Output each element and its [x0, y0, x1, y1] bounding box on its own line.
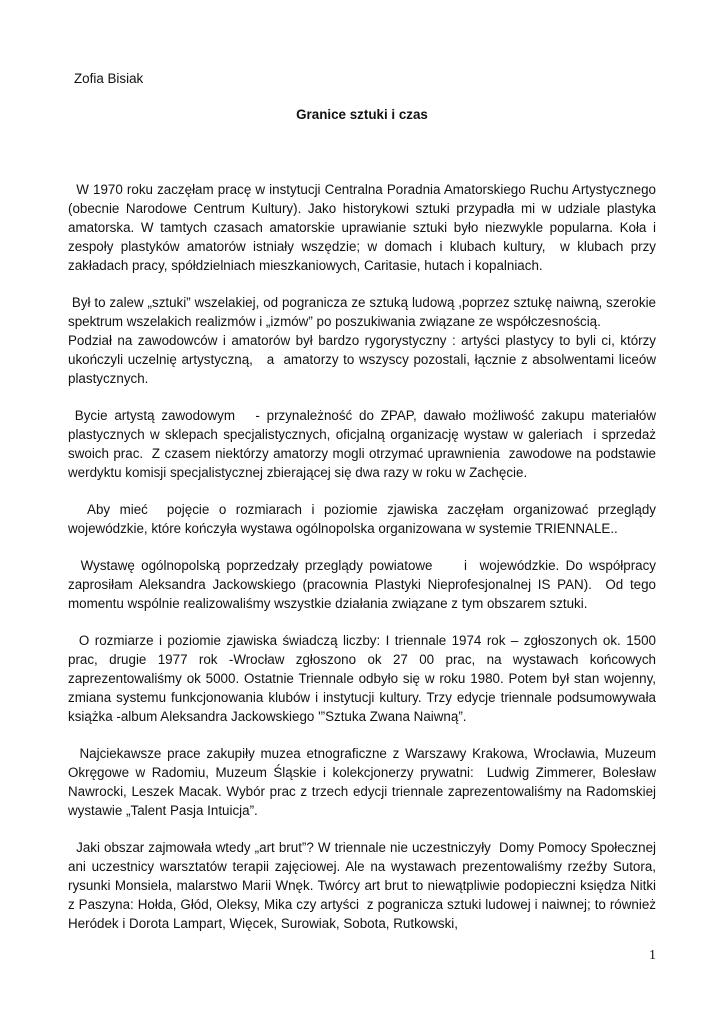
- page-number: 1: [649, 948, 656, 963]
- paragraph-9: Jaki obszar zajmowała wtedy „art brut”? W triennale nie uczestniczyły Domy Pomocy Społecznej ani uczestnicy warsztatów terapii zajęciowej. Ale na wystawach prezentowaliśmy rzeźby Sutora, rysunki Monsiela, malarstwo Marii Wnęk. Twórcy art brut to niewątpliwie podopieczni księdza Nitki z Paszyna: Hołda, Głód, Oleksy, Mika czy artyści z pogranicza sztuki ludowej i naiwnej; to również Heródek i Dorota Lampart, Więcek, Surowiak, Sobota, Rutkowski,: [68, 840, 660, 931]
- paragraph-5: Aby mieć pojęcie o rozmiarach i poziomie zjawiska zaczęłam organizować przeglądy wojewódzkie, które kończyła wystawa ogólnopolska organizowana w systemie TRIENNALE..: [68, 502, 660, 536]
- paragraph-2: Był to zalew „sztuki” wszelakiej, od pogranicza ze sztuką ludową ,poprzez sztukę naiwną, szerokie spektrum wszelakich realizmów i „izmów” po poszukiwania związane ze współczesnością.: [68, 295, 660, 329]
- document-body: [68, 180, 660, 951]
- document-title: Granice sztuki i czas: [296, 107, 428, 122]
- paragraph-8: Najciekawsze prace zakupiły muzea etnograficzne z Warszawy Krakowa, Wrocławia, Muzeum Okręgowe w Radomiu, Muzeum Śląskie i kolekcjonerzy prywatni: Ludwig Zimmerer, Bolesław Nawrocki, Leszek Macak. Wybór prac z trzech edycji triennale zaprezentowaliśmy na Radomskiej wystawie „Talent Pasja Intuicja”.: [68, 746, 660, 818]
- paragraph-3: Podział na zawodowców i amatorów był bardzo rygorystyczny : artyści plastycy to byli ci, którzy ukończyli uczelnię artystyczną, a amatorzy to wszyscy pozostali, łącznie z absolwentami liceów plastycznych.: [68, 333, 660, 386]
- paragraph-4: Bycie artystą zawodowym - przynależność do ZPAP, dawało możliwość zakupu materiałów plastycznych w sklepach specjalistycznych, oficjalną organizację wystaw w galeriach i sprzedaż swoich prac. Z czasem niektórzy amatorzy mogli otrzymać uprawnienia zawodowe na podstawie werdyktu komisji specjalistycznej zbierającej się dwa razy w roku w Zachęcie.: [68, 408, 660, 480]
- paragraph-7: O rozmiarze i poziomie zjawiska świadczą liczby: I triennale 1974 rok – zgłoszonych ok. 1500 prac, drugie 1977 rok -Wrocław zgłoszono ok 27 00 prac, na wystawach końcowych zaprezentowaliśmy ok 5000. Ostatnie Triennale odbyło się w roku 1980. Potem był stan wojenny, zmiana systemu funkcjonowania klubów i instytucji kultury. Trzy edycje triennale podsumowywała książka -album Aleksandra Jackowskiego '”Sztuka Zwana Naiwną”.: [68, 633, 660, 724]
- paragraph-6: Wystawę ogólnopolską poprzedzały przeglądy powiatowe i wojewódzkie. Do współpracy zaprosiłam Aleksandra Jackowskiego (pracownia Plastyki Nieprofesjonalnej IS PAN). Od tego momentu wspólnie realizowaliśmy wszystkie działania związane z tym obszarem sztuki.: [68, 558, 660, 611]
- paragraph-1: W 1970 roku zaczęłam pracę w instytucji Centralna Poradnia Amatorskiego Ruchu Artystycznego (obecnie Narodowe Centrum Kultury). Jako historykowi sztuki przypadła mi w udziale plastyka amatorska. W tamtych czasach amatorskie uprawianie sztuki było niezwykle popularna. Koła i zespoły plastyków amatorów istniały wszędzie; w domach i klubach kultury, w klubach przy zakładach pracy, spółdzielniach mieszkaniowych, Caritasie, hutach i kopalniach.: [68, 182, 660, 273]
- author-name: Zofia Bisiak: [74, 71, 144, 86]
